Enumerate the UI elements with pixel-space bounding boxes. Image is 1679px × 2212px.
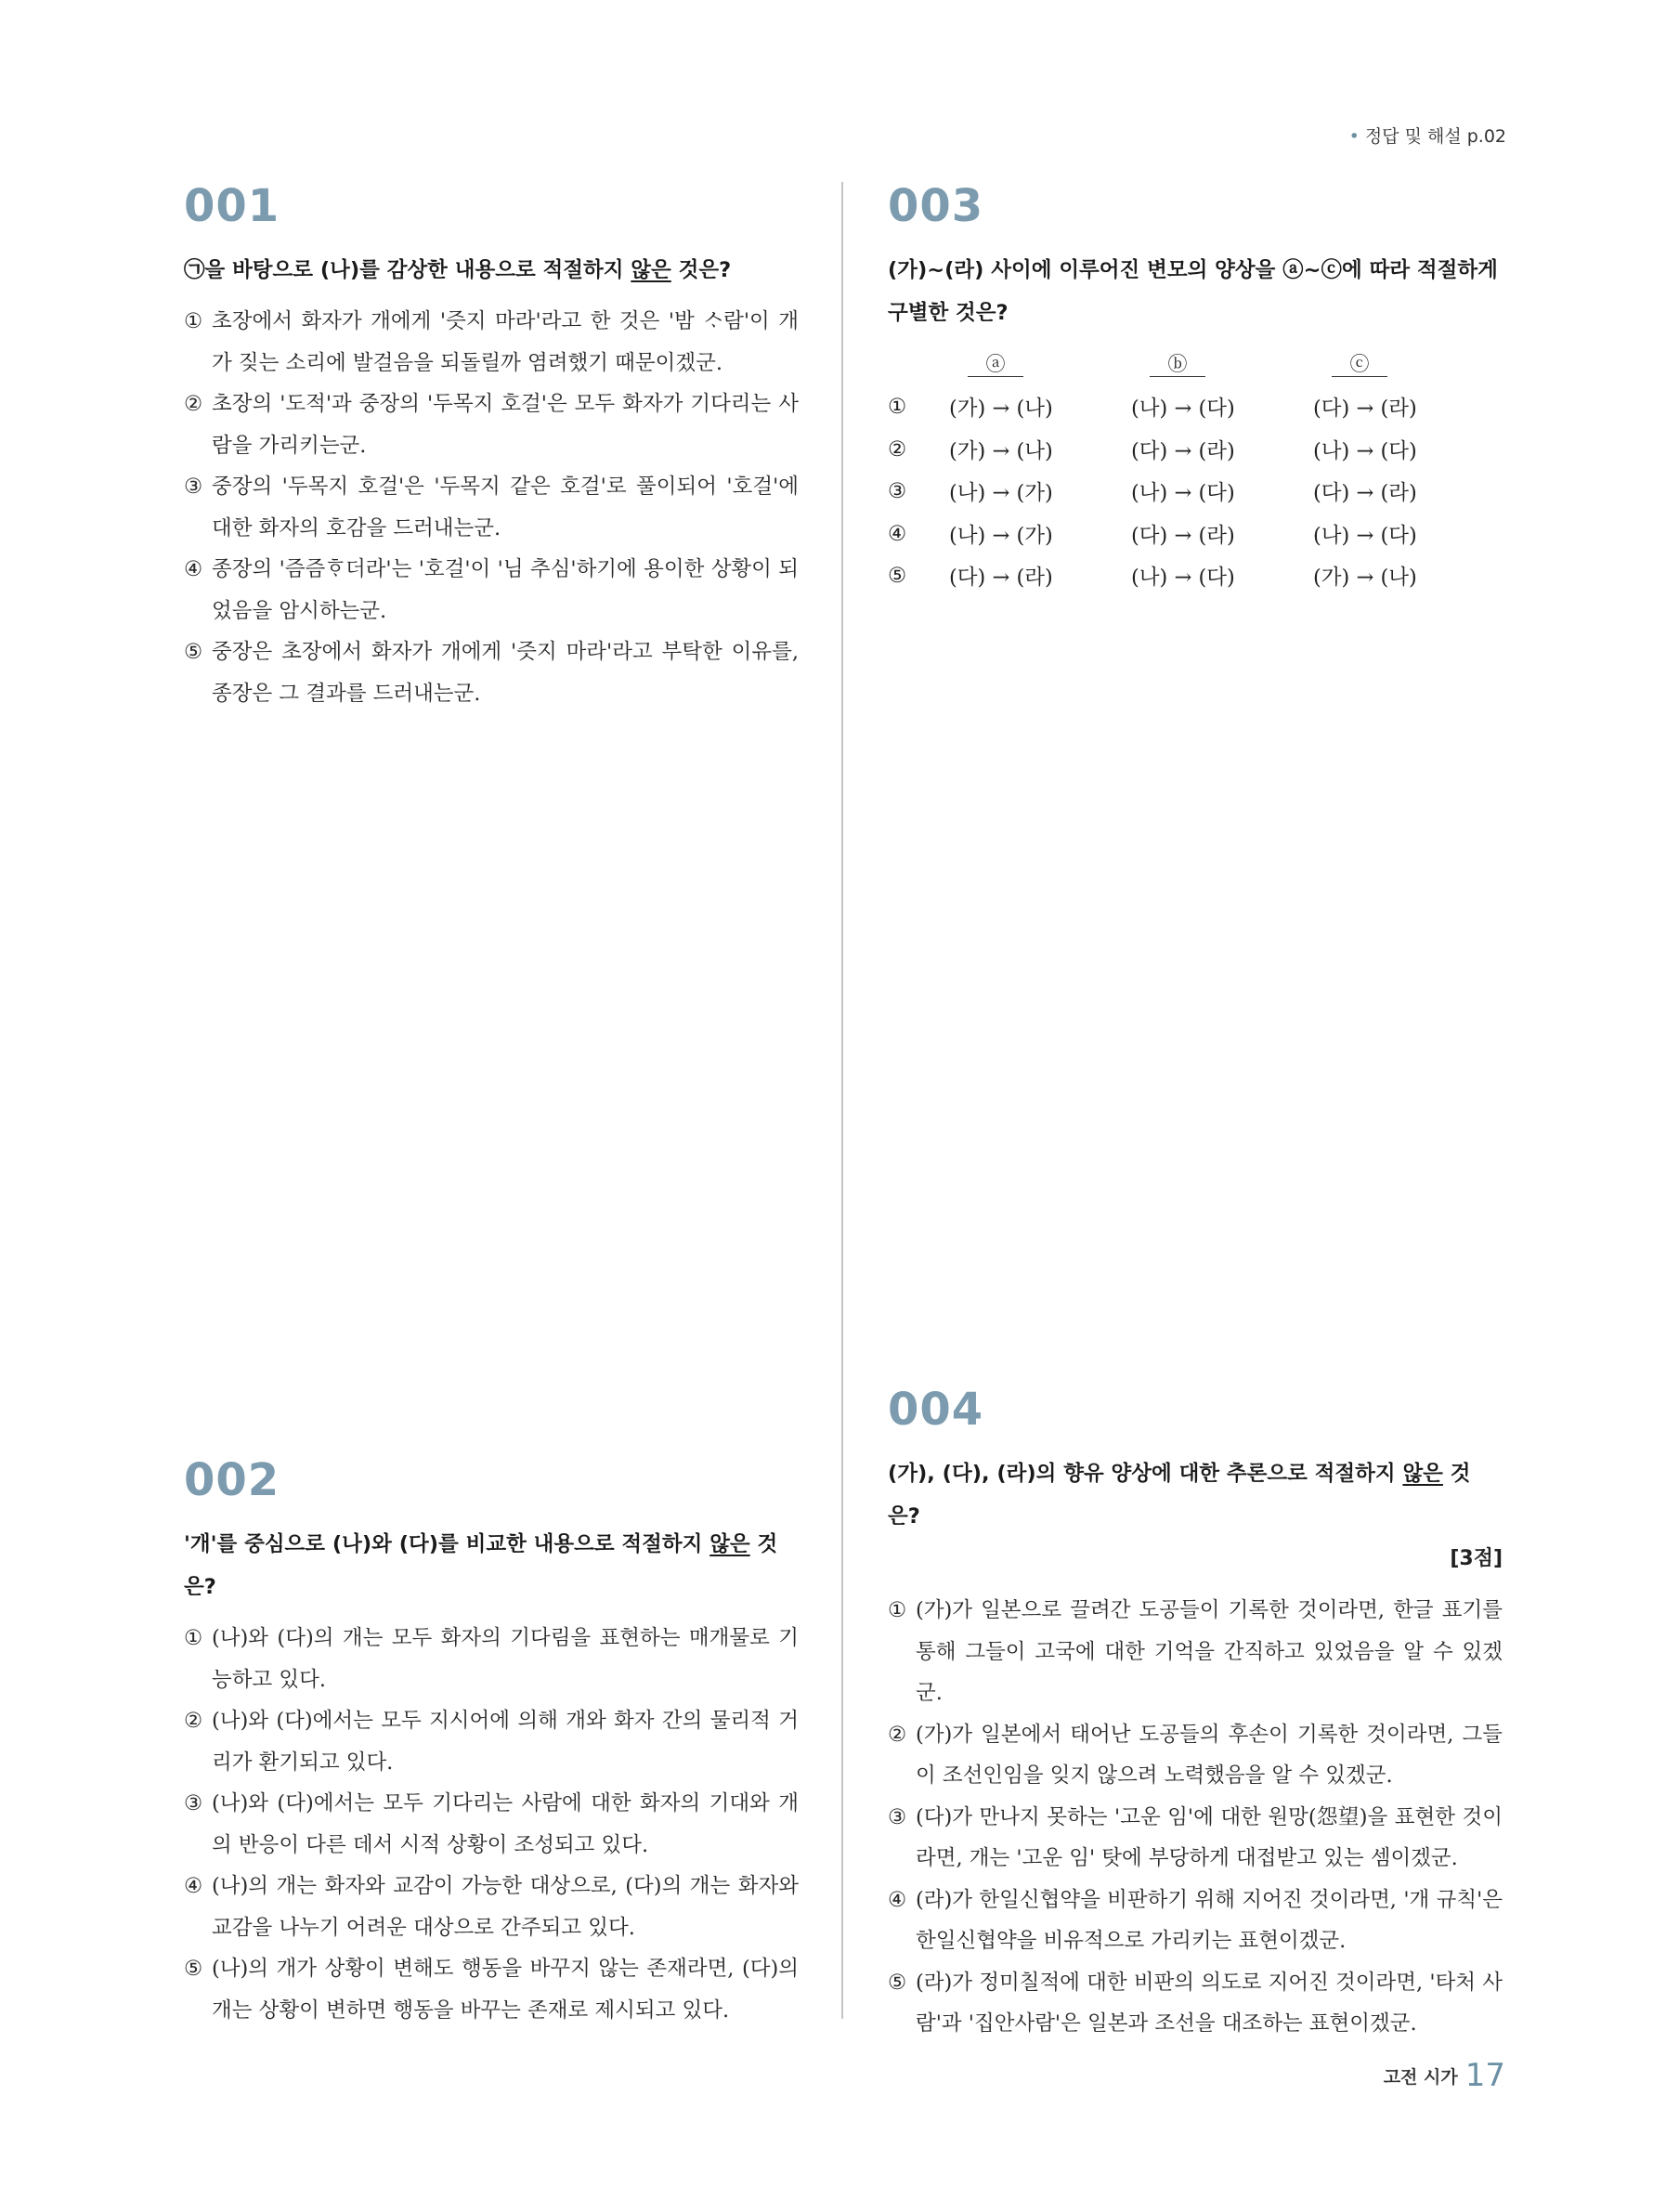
choice-item[interactable]: ⑤ 중장은 초장에서 화자가 개에게 '즛지 마라'라고 부탁한 이유를, 종장은 그 결과를 드러내는군. (184, 640, 799, 706)
table-row[interactable]: ④ (나) → (가) (다) → (라) (나) → (다) (888, 521, 1417, 548)
question-prompt: (가)~(라) 사이에 이루어진 변모의 양상을 ⓐ~ⓒ에 따라 적절하게 구별한 것은? (888, 258, 1498, 325)
emphasis-underline: 않은 (631, 258, 671, 282)
choice-item[interactable]: ④ (라)가 한일신협약을 비판하기 위해 지어진 것이라면, '개 규칙'은 한일신협약을 비유적으로 가리키는 표현이겠군. (888, 1887, 1503, 1953)
bullet-icon: • (1348, 126, 1360, 147)
question-number: 002 (184, 1454, 280, 1506)
answer-reference (1349, 123, 1506, 148)
choice-item[interactable]: ① (나)와 (다)의 개는 모두 화자의 기다림을 표현하는 매개물로 기능하고 있다. (184, 1626, 799, 1692)
choice-item[interactable]: ⑤ (라)가 정미칠적에 대한 비판의 의도로 지어진 것이라면, '타처 사람'과 '집안사람'은 일본과 조선을 대조하는 표현이겠군. (888, 1970, 1503, 2036)
column-header: ⓐ (968, 352, 1023, 377)
choice-item[interactable]: ① (가)가 일본으로 끌려간 도공들이 기록한 것이라면, 한글 표기를 통해 그들이 고국에 대한 기억을 간직하고 있었음을 알 수 있겠군. (888, 1598, 1503, 1705)
choice-list (888, 1590, 1503, 2045)
emphasis-underline: 않은 (1402, 1462, 1443, 1486)
choice-item[interactable]: ④ (나)의 개는 화자와 교감이 가능한 대상으로, (다)의 개는 화자와 교감을 나누기 어려운 대상으로 간주되고 있다. (184, 1874, 799, 1940)
choice-item[interactable]: ③ (나)와 (다)에서는 모두 기다리는 사람에 대한 화자의 기대와 개의 반응이 다른 데서 시적 상황이 조성되고 있다. (184, 1791, 799, 1857)
question-number: 003 (888, 180, 984, 232)
column-divider (841, 182, 843, 2019)
question-prompt: '개'를 중심으로 (나)와 (다)를 비교한 내용으로 적절하지 않은 것은? (184, 1532, 778, 1599)
question-prompt: ㉠을 바탕으로 (나)를 감상한 내용으로 적절하지 않은 것은? (184, 258, 732, 282)
choice-item[interactable]: ③ (다)가 만나지 못하는 '고운 임'에 대한 원망(怨望)을 표현한 것이라면, 개는 '고운 임' 탓에 부당하게 대접받고 있는 셈이겠군. (888, 1804, 1503, 1870)
choice-list (184, 1618, 799, 2031)
column-header: ⓑ (1150, 352, 1205, 377)
emphasis-underline: 않은 (709, 1532, 750, 1556)
question-004 (888, 1384, 1503, 2045)
table-row[interactable]: ⑤ (다) → (라) (나) → (다) (가) → (나) (888, 564, 1417, 591)
points-label: [3점] (1450, 1547, 1503, 1570)
answer-reference-text: 정답 및 해설 p.02 (1364, 126, 1506, 147)
choice-list (184, 301, 799, 714)
question-002 (184, 1454, 799, 2031)
page-footer (1384, 2057, 1505, 2094)
question-number: 004 (888, 1384, 984, 1436)
choice-item[interactable]: ② (가)가 일본에서 태어난 도공들의 후손이 기록한 것이라면, 그들이 조선인임을 잊지 않으려 노력했음을 알 수 있겠군. (888, 1722, 1503, 1788)
question-001 (184, 180, 799, 714)
column-header: ⓒ (1332, 352, 1387, 377)
choice-item[interactable]: ④ 종장의 '즘즘ᄒᆞ더라'는 '호걸'이 '님 추심'하기에 용이한 상황이 되었음을 암시하는군. (184, 557, 799, 623)
question-prompt: (가), (다), (라)의 향유 양상에 대한 추론으로 적절하지 않은 것은? (888, 1462, 1471, 1529)
choice-item[interactable]: ⑤ (나)의 개가 상황이 변해도 행동을 바꾸지 않는 존재라면, (다)의 개는 상황이 변하면 행동을 바꾸는 존재로 제시되고 있다. (184, 1957, 799, 2023)
table-row[interactable]: ③ (나) → (가) (나) → (다) (다) → (라) (888, 479, 1417, 506)
section-title: 고전 시가 (1383, 2066, 1458, 2088)
table-row[interactable]: ① (가) → (나) (나) → (다) (다) → (라) (888, 395, 1417, 422)
page-number: 17 (1464, 2057, 1505, 2094)
choice-item[interactable]: ② 초장의 '도적'과 중장의 '두목지 호걸'은 모두 화자가 기다리는 사람을 가리키는군. (184, 392, 799, 458)
choice-item[interactable]: ② (나)와 (다)에서는 모두 지시어에 의해 개와 화자 간의 물리적 거리가 환기되고 있다. (184, 1709, 799, 1775)
answer-table (888, 344, 1503, 597)
choice-item[interactable]: ① 초장에서 화자가 개에게 '즛지 마라'라고 한 것은 '밤 ᄉᆞ람'이 개가 짖는 소리에 발걸음을 되돌릴까 염려했기 때문이겠군. (184, 309, 799, 375)
question-number: 001 (184, 180, 280, 232)
table-header-row (888, 344, 1503, 386)
table-row[interactable]: ② (가) → (나) (다) → (라) (나) → (다) (888, 436, 1417, 463)
choice-item[interactable]: ③ 중장의 '두목지 호걸'은 '두목지 같은 호걸'로 풀이되어 '호걸'에 대한 화자의 호감을 드러내는군. (184, 475, 799, 540)
question-003 (888, 180, 1503, 597)
